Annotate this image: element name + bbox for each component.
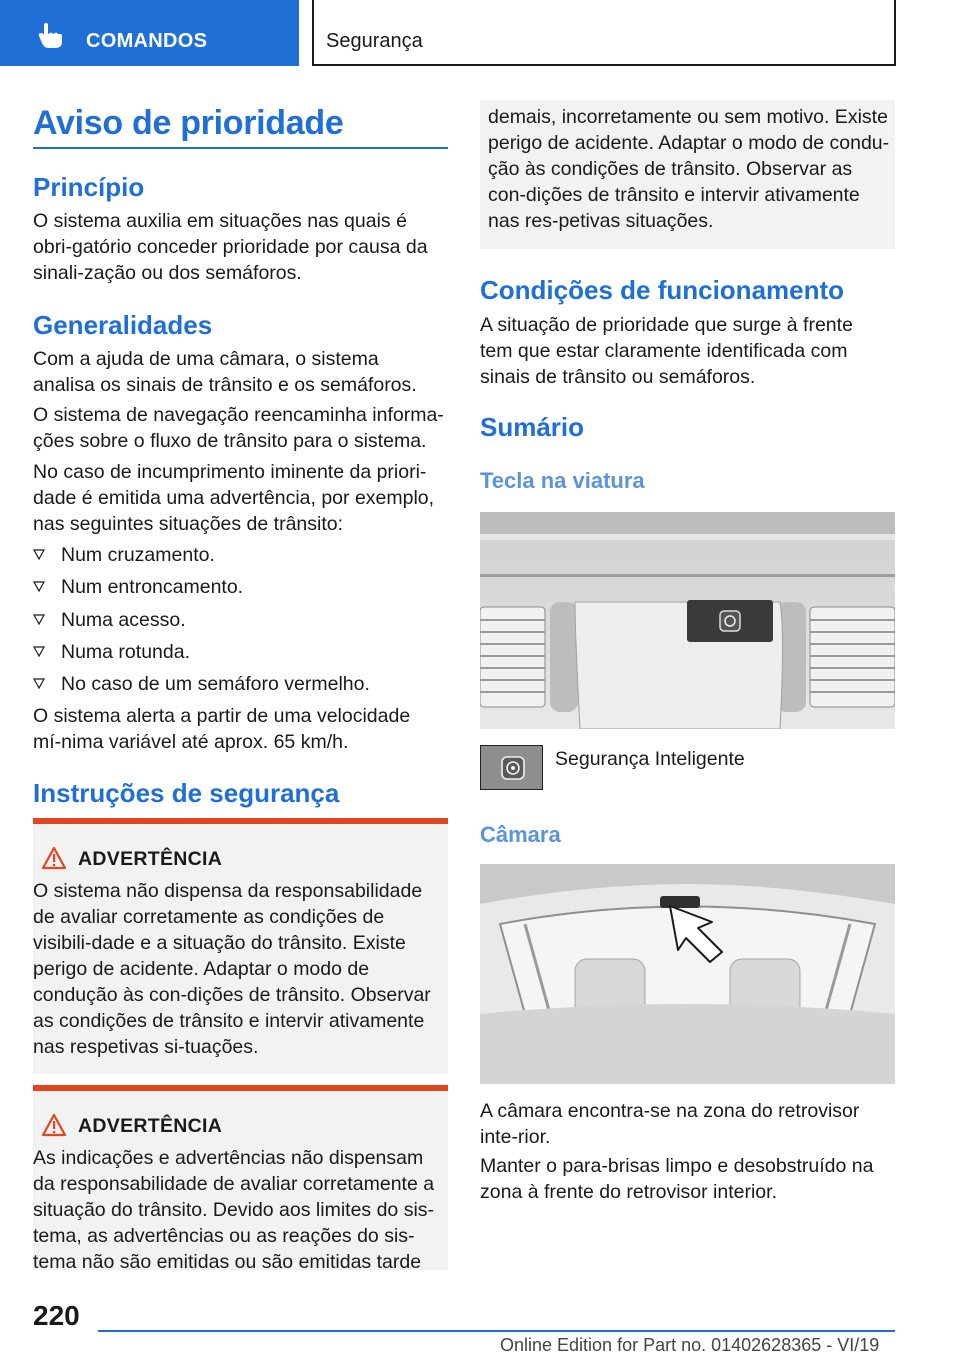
warning-title: ADVERTÊNCIA <box>78 848 223 870</box>
principio-text: O sistema auxilia em situações nas quais é obri-gatório conceder prioridade por causa da sinali-zação ou dos semáforos. <box>33 210 428 284</box>
footer-rule <box>98 1330 895 1332</box>
intelligent-safety-icon <box>481 746 543 790</box>
warning-box <box>33 1085 448 1273</box>
camara-p2: Manter o para-brisas limpo e desobstruído na zona à frente do retrovisor interior. <box>480 1155 874 1203</box>
section-tab <box>0 0 299 66</box>
triangle-bullet-icon <box>33 549 45 561</box>
title-rule <box>33 147 448 149</box>
chapter-header <box>312 0 896 66</box>
section-label: COMANDOS <box>86 30 208 52</box>
hand-pointer-icon <box>38 22 64 50</box>
triangle-bullet-icon <box>33 581 45 593</box>
car-interior-illustration <box>480 864 895 1084</box>
generalidades-p3: No caso de incumprimento iminente da priori-dade é emitida uma advertência, por exemplo, nas seguintes situações de trânsito: <box>33 461 435 535</box>
dashboard-button-photo <box>480 512 895 729</box>
warning-continued-text: demais, incorretamente ou sem motivo. Existe perigo de acidente. Adaptar o modo de condu-ção às condições de trânsito. Observar as con-dições de trânsito e intervir ativamente nas res-petivas situações. <box>488 106 890 232</box>
warning-text: As indicações e advertências não dispensam da responsabilidade de avaliar corretamente a situação do trânsito. Devido aos limites do sis-tema, as advertências ou as reações do sis-tema não são emitidas ou são emitidas tarde <box>33 1147 435 1273</box>
heading-condicoes: Condições de funcionamento <box>480 275 845 305</box>
list-item-text: Num entroncamento. <box>61 576 244 598</box>
triangle-bullet-icon <box>33 614 45 626</box>
heading-principio: Princípio <box>33 172 145 202</box>
triangle-bullet-icon <box>33 646 45 658</box>
button-label: Segurança Inteligente <box>555 748 745 770</box>
page-number: 220 <box>33 1300 80 1331</box>
heading-tecla: Tecla na viatura <box>480 468 645 493</box>
warning-triangle-icon <box>41 846 67 870</box>
heading-camara: Câmara <box>480 822 561 847</box>
heading-sumario: Sumário <box>480 412 585 442</box>
warning-triangle-icon <box>41 1113 67 1137</box>
heading-generalidades: Generalidades <box>33 310 213 340</box>
edition-text: Online Edition for Part no. 01402628365 - VI/19 <box>500 1335 880 1355</box>
camera-location-photo <box>480 864 895 1084</box>
triangle-bullet-icon <box>33 678 45 690</box>
warning-title: ADVERTÊNCIA <box>78 1115 223 1137</box>
list-item-text: Numa rotunda. <box>61 641 190 663</box>
condicoes-text: A situação de prioridade que surge à frente tem que estar claramente identificada com sinais de trânsito ou semáforos. <box>480 314 853 388</box>
heading-seguranca: Instruções de segurança <box>33 778 340 808</box>
warning-text: O sistema não dispensa da responsabilidade de avaliar corretamente as condições de visibili-dade e a situação do trânsito. Existe perigo de acidente. Adaptar o modo de condução às con-dições de trânsito. Observar as condições de trânsito e intervir ativamente nas respetivas si-tuações. <box>33 880 431 1058</box>
camara-p1: A câmara encontra-se na zona do retrovisor inte-rior. <box>480 1100 860 1148</box>
dashboard-illustration <box>480 512 895 729</box>
safety-button-icon <box>480 745 543 790</box>
list-item-text: No caso de um semáforo vermelho. <box>61 673 370 695</box>
generalidades-p1: Com a ajuda de uma câmara, o sistema analisa os sinais de trânsito e os semáforos. <box>33 348 417 396</box>
generalidades-p4: O sistema alerta a partir de uma velocidade mí-nima variável até aprox. 65 km/h. <box>33 705 411 753</box>
page-title: Aviso de prioridade <box>33 104 344 142</box>
warning-continued-box <box>480 100 895 249</box>
chapter-label: Segurança <box>326 30 423 52</box>
list-item-text: Numa acesso. <box>61 609 186 631</box>
list-item-text: Num cruzamento. <box>61 544 215 566</box>
generalidades-p2: O sistema de navegação reencaminha informa-ções sobre o fluxo de trânsito para o sistema. <box>33 404 444 452</box>
warning-box <box>33 818 448 1074</box>
